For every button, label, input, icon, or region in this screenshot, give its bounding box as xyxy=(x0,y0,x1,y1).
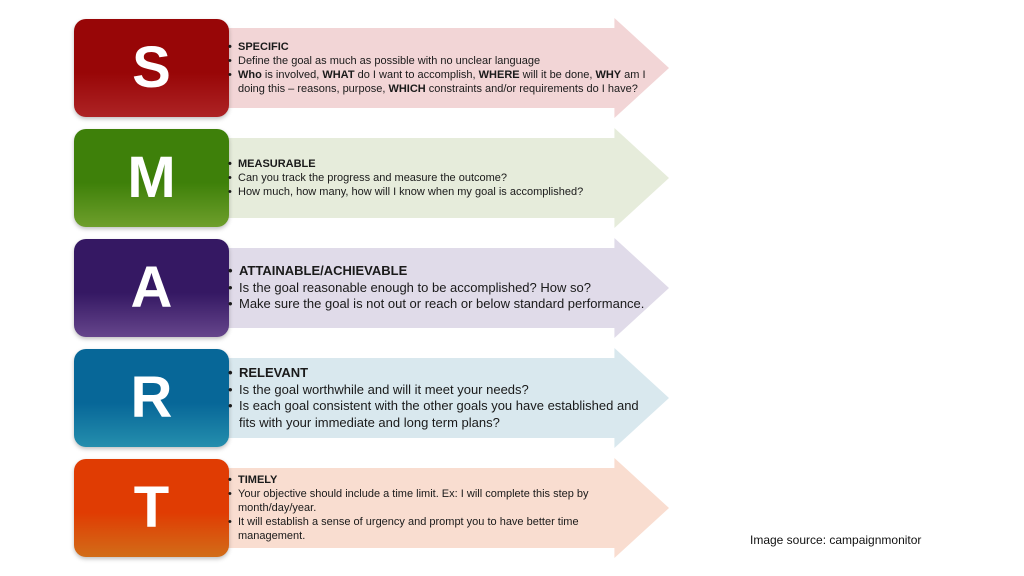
smart-diagram xyxy=(74,18,674,558)
specific-which: WHICH xyxy=(388,83,426,95)
specific-text xyxy=(228,28,648,108)
specific-l2-d: am I doing this – reasons, purpose, xyxy=(238,69,646,95)
timely-letter-box xyxy=(74,459,229,557)
image-source-caption: Image source: campaignmonitor xyxy=(750,533,922,547)
row-relevant xyxy=(74,348,674,448)
specific-l2-c: will it be done, xyxy=(519,69,596,81)
relevant-text xyxy=(228,358,648,438)
relevant-letter: R xyxy=(130,365,173,430)
row-attainable xyxy=(74,238,674,338)
attainable-line-2: • Make sure the goal is not out or reach or below standard performance. xyxy=(228,296,648,313)
measurable-title: • MEASURABLE xyxy=(228,157,648,171)
timely-line-1: • Your objective should include a time limit. Ex: I will complete this step by month/day/year. xyxy=(228,487,648,515)
attainable-letter-box xyxy=(74,239,229,337)
specific-what: WHAT xyxy=(322,69,355,81)
timely-letter: T xyxy=(133,475,170,540)
relevant-letter-box xyxy=(74,349,229,447)
specific-why: WHY xyxy=(595,69,622,81)
timely-text xyxy=(228,468,648,548)
row-timely xyxy=(74,458,674,558)
attainable-letter: A xyxy=(130,255,173,320)
specific-l2-b: do I want to accomplish, xyxy=(354,69,479,81)
specific-where: WHERE xyxy=(478,69,520,81)
specific-title: • SPECIFIC xyxy=(228,40,648,54)
specific-l2-a: is involved, xyxy=(261,69,323,81)
measurable-line-2: • How much, how many, how will I know when my goal is accomplished? xyxy=(228,185,648,199)
attainable-line-1: • Is the goal reasonable enough to be accomplished? How so? xyxy=(228,280,648,297)
measurable-letter-box xyxy=(74,129,229,227)
row-specific xyxy=(74,18,674,118)
relevant-line-1: • Is the goal worthwhile and will it meet your needs? xyxy=(228,382,648,399)
measurable-line-1: • Can you track the progress and measure the outcome? xyxy=(228,171,648,185)
timely-line-2: • It will establish a sense of urgency and prompt you to have better time management. xyxy=(228,515,648,543)
relevant-line-2: • Is each goal consistent with the other goals you have established and fits with your immediate and long term plans? xyxy=(228,398,648,431)
timely-title: • TIMELY xyxy=(228,473,648,487)
measurable-text xyxy=(228,138,648,218)
relevant-title: • RELEVANT xyxy=(228,365,648,382)
attainable-title: • ATTAINABLE/ACHIEVABLE xyxy=(228,263,648,280)
specific-letter-box xyxy=(74,19,229,117)
attainable-text xyxy=(228,248,648,328)
specific-line-1: • Define the goal as much as possible with no unclear language xyxy=(228,54,648,68)
measurable-letter: M xyxy=(127,145,176,210)
specific-l2-e: constraints and/or requirements do I have? xyxy=(425,83,638,95)
row-measurable xyxy=(74,128,674,228)
specific-who: Who xyxy=(238,69,262,81)
specific-letter: S xyxy=(132,35,171,100)
specific-line-2 xyxy=(228,68,648,96)
